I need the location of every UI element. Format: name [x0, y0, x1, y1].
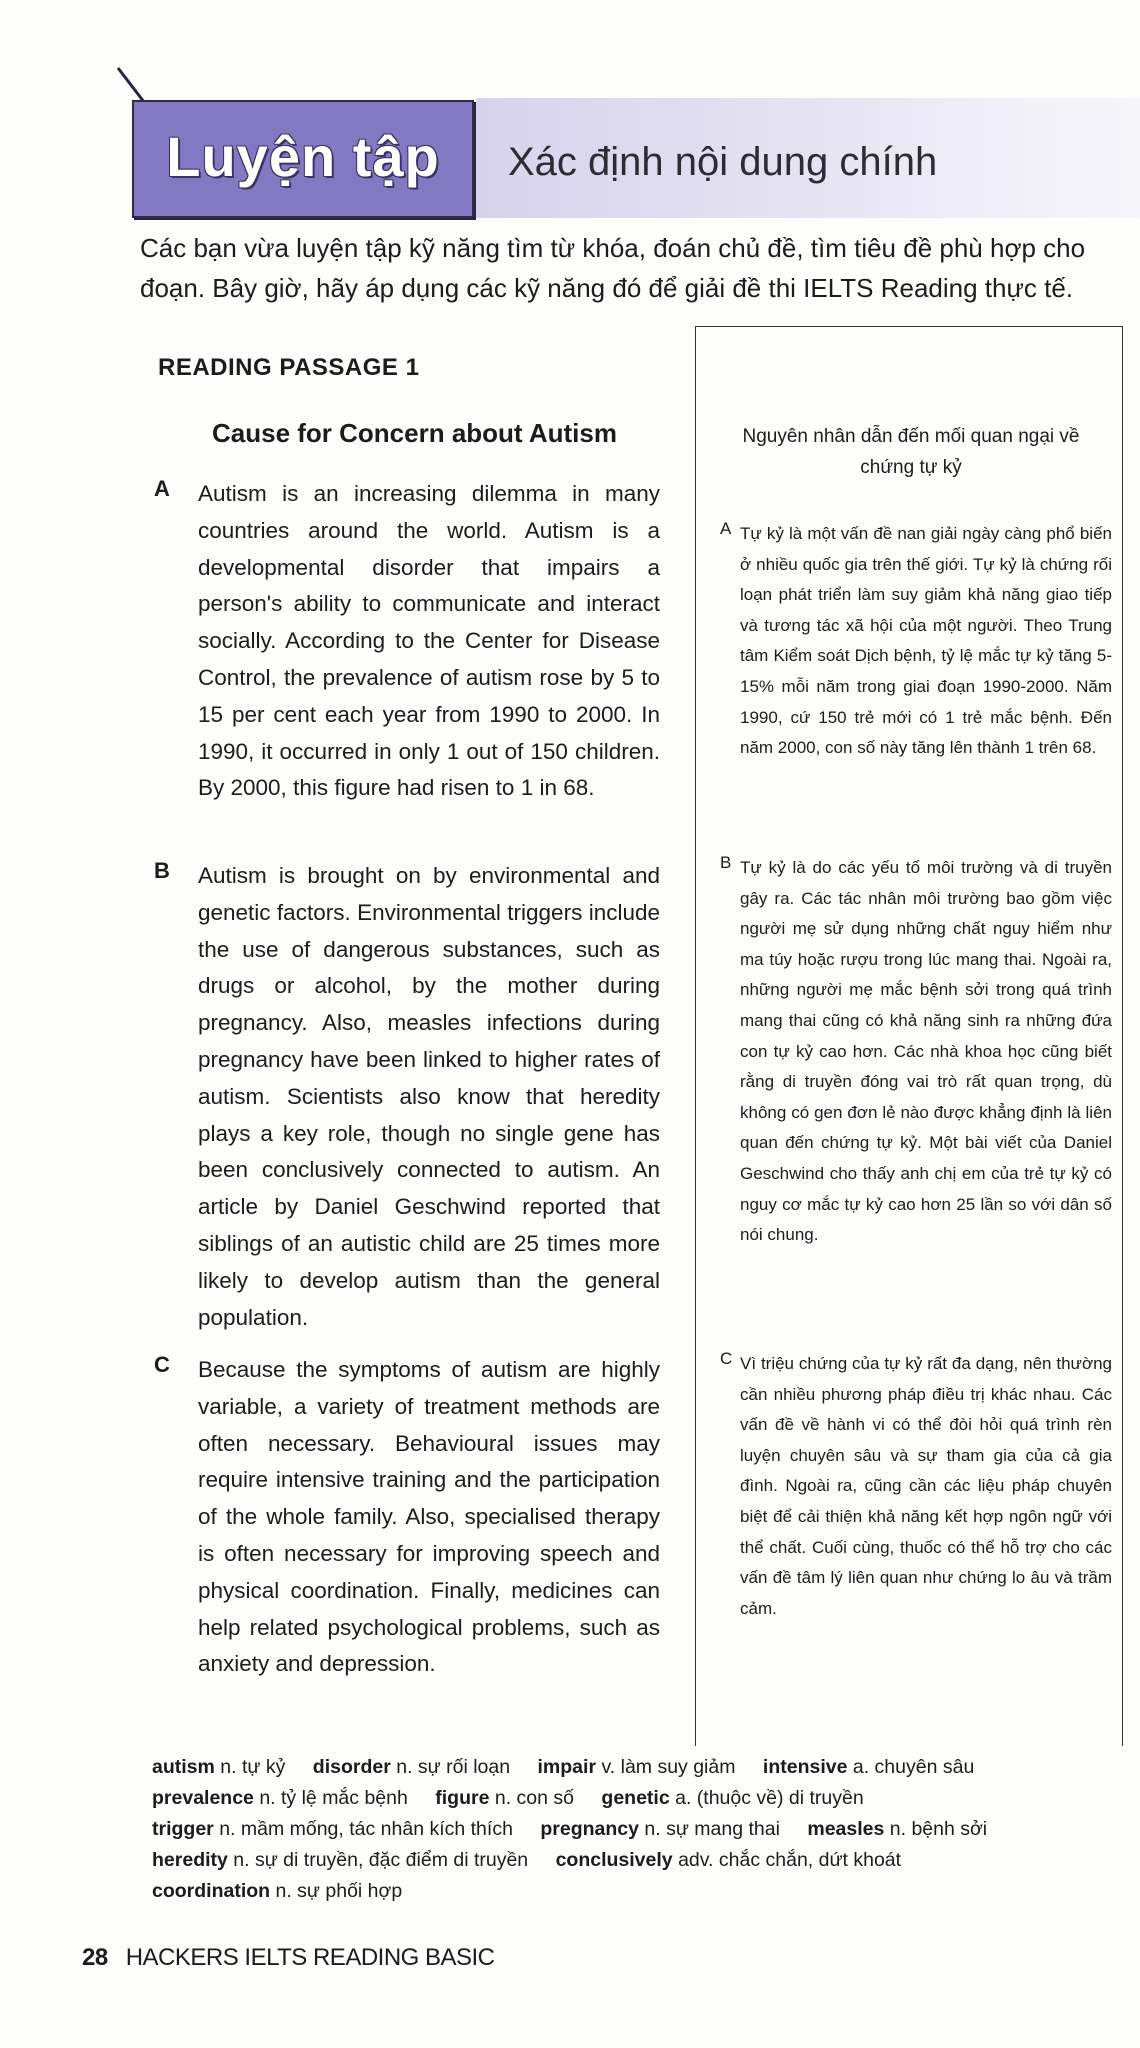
vocabulary-line [152, 1845, 1102, 1876]
vocabulary-list [152, 1752, 1102, 1907]
page-footer [82, 1944, 495, 1972]
vocab-definition: a. (thuộc về) di truyền [675, 1787, 864, 1809]
vocab-definition: n. bệnh sởi [889, 1818, 988, 1840]
translation-letter: C [720, 1349, 733, 1368]
translation-text: Vì triệu chứng của tự kỷ rất đa dạng, nên thường cần nhiều phương pháp điều trị khác nhau. Các vấn đề về hành vi có thể đòi hỏi quá trình rèn luyện chuyên sâu và sự tham gia của cả gia đình. Ngoài ra, cũng cần các liệu pháp chuyên biệt để cải thiện khả năng kết hợp ngôn ngữ với thể chất. Cuối cùng, thuốc có thể hỗ trợ cho các vấn đề tâm lý liên quan như chứng lo âu và trầm cảm. [740, 1354, 1112, 1618]
paragraph-b [150, 858, 660, 1336]
paragraph-text: Autism is brought on by environmental and genetic factors. Environmental triggers include the use of dangerous substances, such as drugs or alcohol, by the mother during pregnancy. Also, measles infections during pregnancy have been linked to higher rates of autism. Scientists also know that heredity plays a key role, though no single gene has been conclusively connected to autism. An article by Daniel Geschwind reported that siblings of an autistic child are 25 times more likely to develop autism than the general population. [198, 863, 660, 1330]
vocab-term: genetic [601, 1787, 670, 1809]
vocab-term: intensive [762, 1756, 848, 1778]
intro-text: Các bạn vừa luyện tập kỹ năng tìm từ khóa, đoán chủ đề, tìm tiêu đề phù hợp cho đoạn. Bây giờ, hãy áp dụng các kỹ năng đó để giải đề thi IELTS Reading thực tế. [140, 233, 1086, 303]
page-title: Luyện tập [166, 125, 440, 188]
vocab-term: coordination [152, 1880, 271, 1902]
vocab-term: conclusively [555, 1849, 673, 1871]
vocab-term: autism [152, 1756, 215, 1778]
vocabulary-line [152, 1783, 1102, 1814]
header-title-box [132, 100, 474, 218]
paragraph-text: Autism is an increasing dilemma in many countries around the world. Autism is a developmental disorder that impairs a person's ability to communicate and interact socially. According to the Center for Disease Control, the prevalence of autism rose by 5 to 15 per cent each year from 1990 to 2000. In 1990, it occurred in only 1 out of 150 children. By 2000, this figure had risen to 1 in 68. [198, 481, 660, 801]
vocabulary-line [152, 1876, 1102, 1907]
translation-box [695, 326, 1123, 1746]
paragraph-a [150, 476, 660, 807]
passage-title: Cause for Concern about Autism [212, 418, 617, 448]
vocab-definition: a. chuyên sâu [852, 1756, 975, 1778]
vocab-term: trigger [152, 1818, 214, 1840]
vocab-term: measles [807, 1818, 885, 1840]
translation-title: Nguyên nhân dẫn đến mối quan ngại về chứng tự kỷ [742, 426, 1080, 478]
translation-text: Tự kỷ là do các yếu tố môi trường và di truyền gây ra. Các tác nhân môi trường bao gồm việc người mẹ sử dụng những chất nguy hiểm như ma túy hoặc rượu trong lúc mang thai. Ngoài ra, những người mẹ mắc bệnh sởi trong quá trình mang thai cũng có khả năng sinh ra những đứa con tự kỷ cao hơn. Các nhà khoa học cũng biết rằng di truyền đóng vai trò rất quan trọng, dù không có gen đơn lẻ nào được khẳng định là liên quan đến chứng tự kỷ. Một bài viết của Daniel Geschwind cho thấy anh chị em của trẻ tự kỷ có nguy cơ mắc tự kỷ cao hơn 25 lần so với dân số nói chung. [740, 858, 1112, 1245]
translation-text: Tự kỷ là một vấn đề nan giải ngày càng phổ biến ở nhiều quốc gia trên thế giới. Tự kỷ là chứng rối loạn phát triển làm suy giảm khả năng giao tiếp và tương tác xã hội của một người. Theo Trung tâm Kiểm soát Dịch bệnh, tỷ lệ mắc tự kỷ tăng 5-15% mỗi năm trong giai đoạn 1990-2000. Năm 1990, cứ 150 trẻ mới có 1 trẻ mắc bệnh. Đến năm 2000, con số này tăng lên thành 1 trên 68. [740, 524, 1112, 758]
vocab-term: disorder [312, 1756, 391, 1778]
translation-paragraph-a [720, 519, 1112, 764]
page-number: 28 [82, 1944, 108, 1971]
paragraph-c [150, 1352, 660, 1683]
vocab-term: impair [537, 1756, 597, 1778]
translation-paragraph-b [720, 853, 1112, 1251]
vocab-definition: n. tự kỷ [220, 1756, 286, 1778]
vocabulary-line [152, 1814, 1102, 1845]
passage-label: READING PASSAGE 1 [158, 354, 420, 381]
paragraph-text: Because the symptoms of autism are highly variable, a variety of treatment methods are often necessary. Behavioural issues may require intensive training and the participation of the whole family. Also, specialised therapy is often necessary for improving speech and physical coordination. Finally, medicines can help related psychological problems, such as anxiety and depression. [198, 1357, 660, 1677]
vocab-term: figure [435, 1787, 490, 1809]
paragraph-letter: A [154, 476, 170, 501]
vocab-definition: n. sự rối loạn [396, 1756, 511, 1778]
vocab-definition: n. sự mang thai [644, 1818, 780, 1840]
vocab-term: pregnancy [540, 1818, 639, 1840]
vocab-definition: n. sự di truyền, đặc điểm di truyền [233, 1849, 529, 1871]
paragraph-letter: C [154, 1352, 170, 1377]
translation-letter: B [720, 853, 732, 872]
vocab-definition: v. làm suy giảm [601, 1756, 736, 1778]
paragraph-letter: B [154, 858, 170, 883]
vocab-definition: n. sự phối hợp [275, 1880, 403, 1902]
vocab-definition: n. con số [494, 1787, 574, 1809]
vocab-definition: n. mầm mống, tác nhân kích thích [219, 1818, 513, 1840]
vocab-definition: n. tỷ lệ mắc bệnh [259, 1787, 408, 1809]
translation-paragraph-c [720, 1349, 1112, 1624]
vocab-term: heredity [152, 1849, 228, 1871]
book-title: HACKERS IELTS READING BASIC [125, 1944, 495, 1971]
vocabulary-line [152, 1752, 1102, 1783]
vocab-term: prevalence [152, 1787, 254, 1809]
vocab-definition: adv. chắc chắn, dứt khoát [678, 1849, 902, 1871]
translation-letter: A [720, 519, 732, 538]
page-subtitle: Xác định nội dung chính [508, 140, 938, 184]
